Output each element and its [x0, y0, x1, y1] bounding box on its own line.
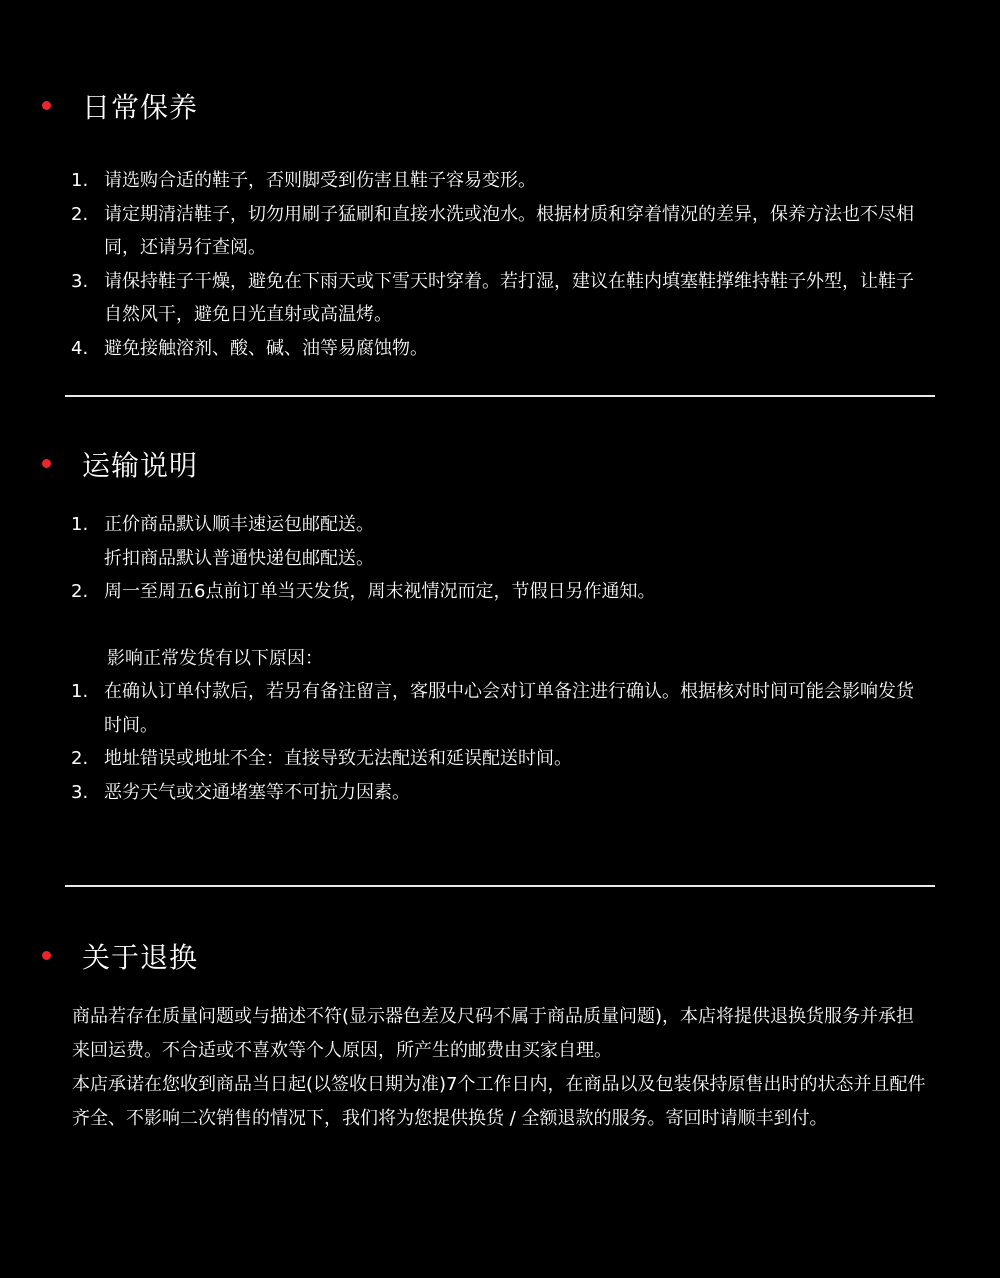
divider: [65, 885, 935, 887]
shipping-list: [71, 508, 931, 609]
item-text: 避免接触溶剂、酸、碱、油等易腐蚀物。: [104, 337, 428, 359]
returns-paragraph: 商品若存在质量问题或与描述不符(显示器色差及尺码不属于商品质量问题)，本店将提供退换货服务并承担来回运费。不合适或不喜欢等个人原因，所产生的邮费由买家自理。: [72, 1006, 915, 1061]
item-number: 4.: [71, 337, 89, 359]
section-title: 运输说明: [82, 449, 199, 482]
item-number: 3.: [71, 270, 89, 292]
item-text: 周一至周五6点前订单当天发货，周末视情况而定，节假日另作通知。: [104, 581, 656, 602]
item-text: 地址错误或地址不全：直接导致无法配送和延误配送时间。: [104, 748, 572, 769]
bullet-dot-icon: [42, 101, 51, 110]
section-header-care: [42, 88, 198, 128]
section-title: 关于退换: [82, 941, 199, 974]
list-item: [71, 198, 931, 265]
item-text: 在确认订单付款后，若另有备注留言，客服中心会对订单备注进行确认。根据核对时间可能会影响发货时间。: [104, 681, 914, 736]
item-text: 正价商品默认顺丰速运包邮配送。: [104, 514, 374, 535]
care-list: [71, 164, 931, 365]
item-text: 请定期清洁鞋子，切勿用刷子猛刷和直接水洗或泡水。根据材质和穿着情况的差异，保养方法也不尽相同，还请另行查阅。: [104, 203, 914, 258]
bullet-dot-icon: [42, 951, 51, 960]
list-item: [71, 776, 931, 810]
list-item: [71, 742, 931, 776]
item-number: 1.: [71, 681, 89, 702]
list-item: [71, 164, 931, 198]
section-header-shipping: [42, 446, 198, 486]
section-title: 日常保养: [82, 91, 199, 124]
section-header-returns: [42, 938, 198, 978]
item-text: 请保持鞋子干燥，避免在下雨天或下雪天时穿着。若打湿，建议在鞋内填塞鞋撑维持鞋子外型，让鞋子自然风干，避免日光直射或高温烤。: [104, 270, 914, 325]
bullet-dot-icon: [42, 459, 51, 468]
item-number: 1.: [71, 514, 89, 535]
item-text: 恶劣天气或交通堵塞等不可抗力因素。: [104, 781, 410, 803]
item-number: 3.: [71, 781, 89, 803]
item-number: 2.: [71, 203, 89, 225]
shipping-note: 影响正常发货有以下原因：: [107, 648, 323, 669]
item-number: 2.: [71, 748, 89, 769]
divider: [65, 395, 935, 397]
list-item: [71, 265, 931, 332]
list-item: [71, 575, 931, 609]
item-number: 2.: [71, 581, 89, 602]
list-item: [71, 508, 931, 542]
item-text: 折扣商品默认普通快递包邮配送。: [104, 547, 374, 569]
returns-paragraph: 本店承诺在您收到商品当日起(以签收日期为准)7个工作日内，在商品以及包装保持原售出时的状态并且配件齐全、不影响二次销售的情况下，我们将为您提供换货 / 全额退款的服务。寄回时请顺丰到付。: [72, 1074, 926, 1129]
item-text: 请选购合适的鞋子，否则脚受到伤害且鞋子容易变形。: [104, 170, 536, 191]
list-item: [71, 332, 931, 366]
item-number: 1.: [71, 170, 89, 191]
list-item: [71, 542, 931, 576]
delay-reasons-list: [71, 675, 931, 809]
list-item: [71, 675, 931, 742]
